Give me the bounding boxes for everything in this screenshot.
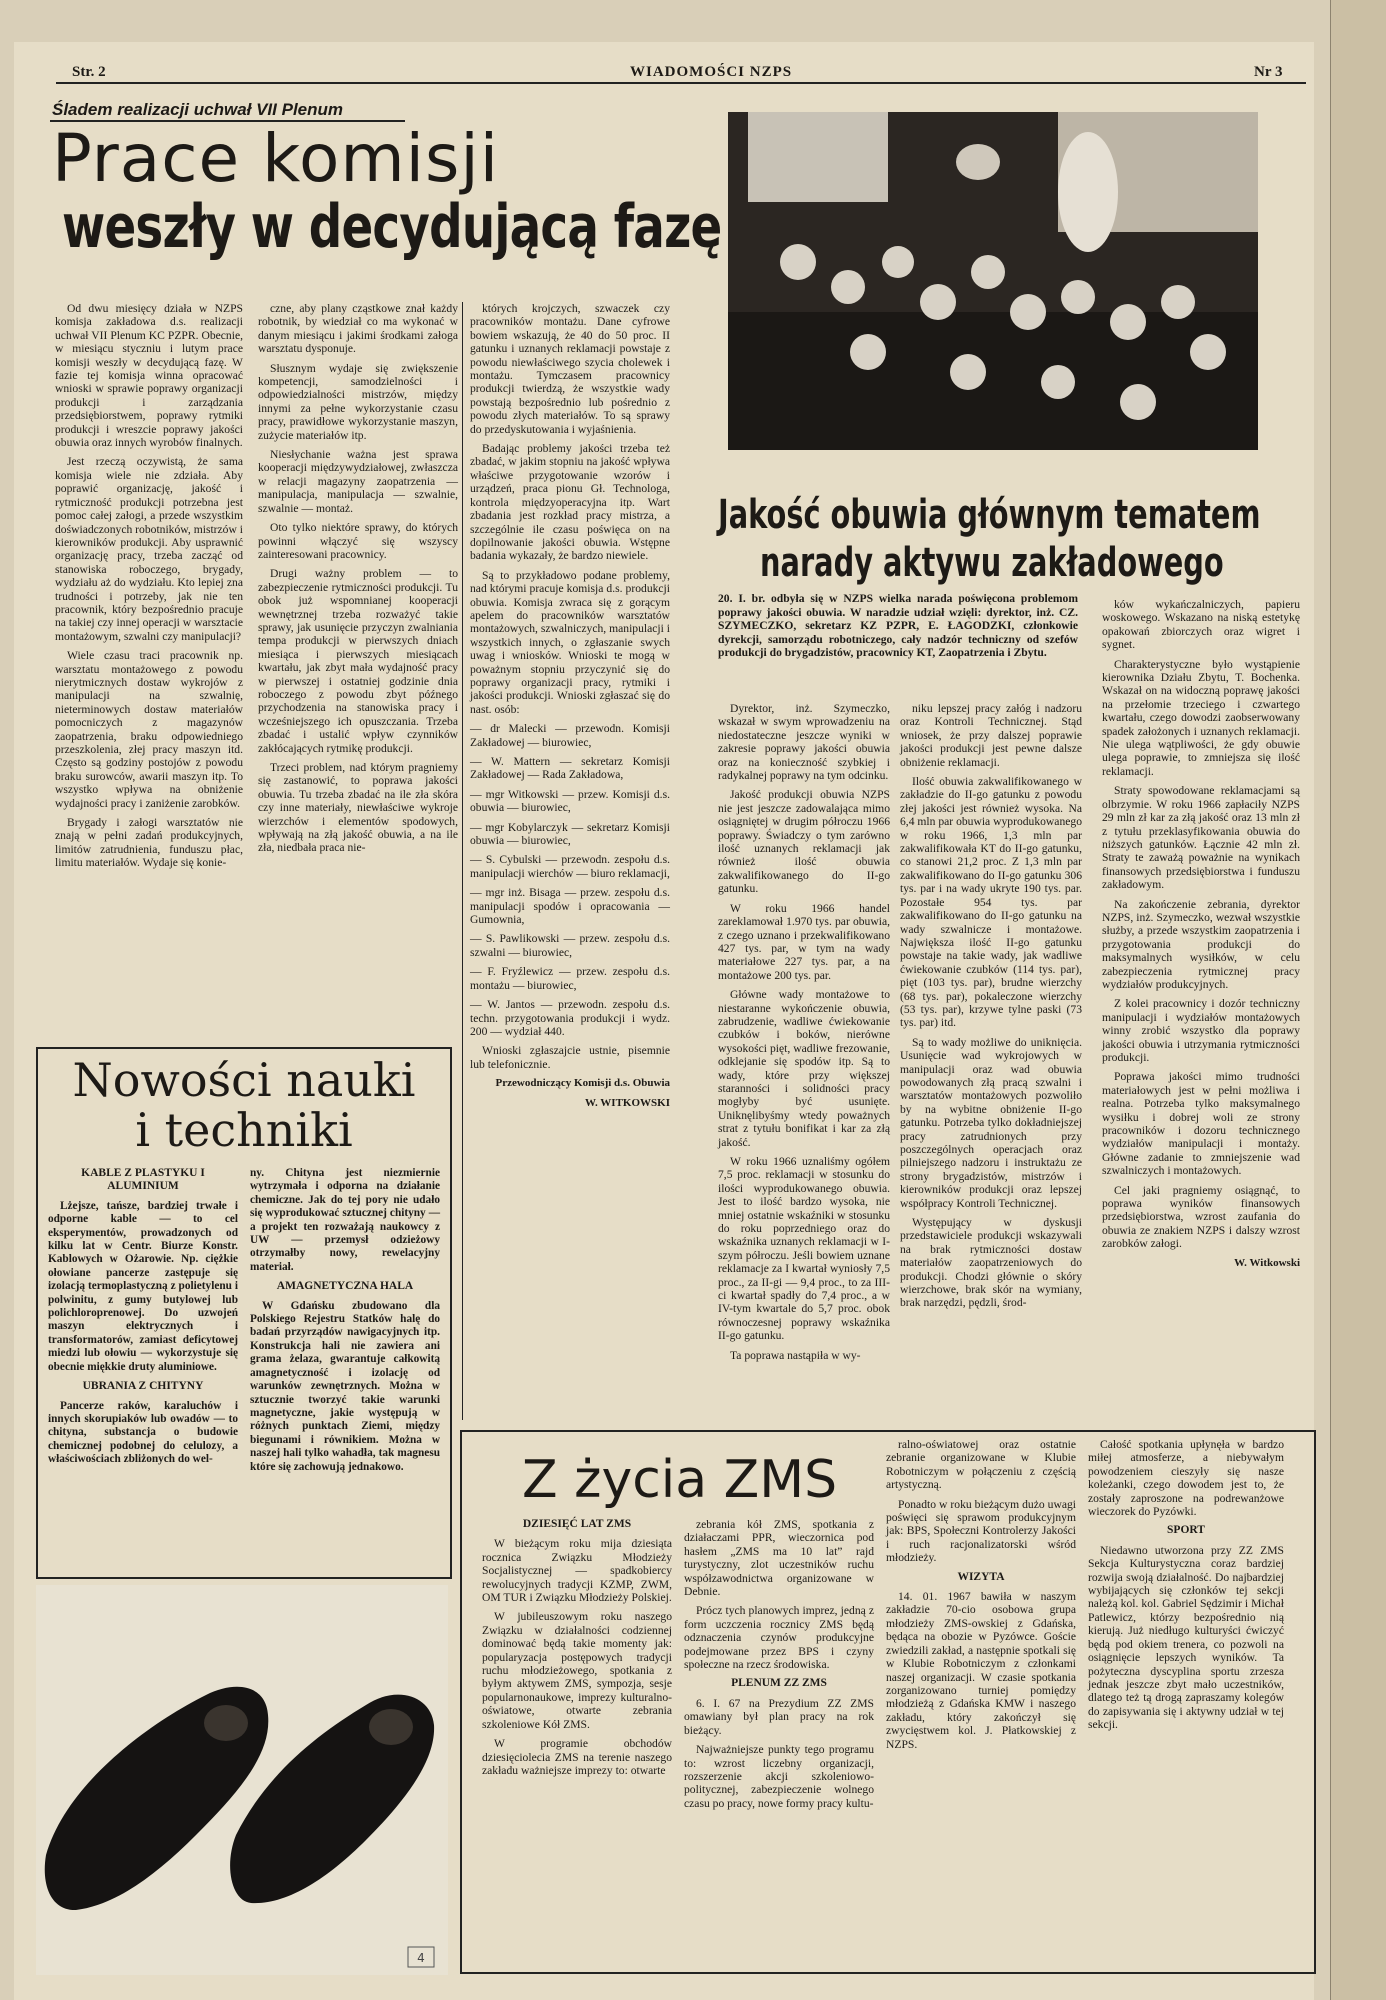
article2-column-1 xyxy=(718,702,890,1368)
paragraph: ków wykańczalniczych, papieru woskowego. Wskazano na niską estetykę opakowań zbiorczych oraz wigret i sygnet. xyxy=(1102,598,1300,652)
article1-kicker: Śladem realizacji uchwał VII Plenum xyxy=(52,100,344,119)
paragraph: Niesłychanie ważna jest sprawa kooperacji międzywydziałowej, zwłaszcza w relacji magazyny zaopatrzenia — manipulacja, manipulacja — szwalnie, szwalnie — montaż. xyxy=(258,448,458,515)
zms-subhead-ten-years: DZIESIĘĆ LAT ZMS xyxy=(522,1518,632,1530)
science-subhead-cables: KABLE Z PLASTYKU I ALUMINIUM xyxy=(81,1167,205,1193)
paragraph: Jest rzeczą oczywistą, że sama komisja wiele nie zdziała. Aby poprawić organizację, jakość i rytmiczność produkcji potrzebna jest pomoc całej załogi, a przede wszystkim doświadczonych robotników, mistrzów i kierowników produkcji. Aby usprawnić organizację pracy, trzeba zacząć od stanowiska roboczego, brygady, wydziału aż do wydziału. Kto lepiej zna trudności i potrzeby, jak nie ten pracownik, który bezpośrednio pracuje na takiej czy innej operacji w warsztacie montażowym, szwalni czy manipulacji? xyxy=(55,455,243,643)
paragraph: Są to wady możliwe do uniknięcia. Usunięcie wad wykrojowych w manipulacji oraz wad obuwia powodowanych złą pracą szwalni i warsztatów montażowych pozwoliło by na wybitne obniżenie II-go gatunku. Potrzeba tylko dokładniejszej pracy zatrudnionych przy poszczególnych operacjach oraz pilniejszego nadzoru i instruktażu ze strony brygadzistów, mistrzów i kierowników produkcji oraz lepszej współpracy Kontroli Technicznej. xyxy=(900,1035,1082,1210)
paragraph: niku lepszej pracy załóg i nadzoru oraz Kontroli Technicznej. Stąd wniosek, że przy dalszej poprawie jakości produkcji jest pewne dalsze obniżenie reklamacji. xyxy=(900,702,1082,769)
paragraph: Drugi ważny problem — to zabezpieczenie rytmiczności produkcji. Tu obok już wspomnianej kooperacji wewnętrznej trzeba rozważyć takie sprawy, jak usunięcie przyczyn zwalniania tempa produkcji w pierwszych dniach miesiąca i pierwszych miesiącach kwartału, jak zbyt mała wydajność pracy w pierwszej i ostatniej godzinie dnia roboczego z powodu zbyt późnego przychodzenia na stanowiska pracy i wcześniejszego ich opuszczania. Trzeba zbadać i ustalić wpływ czynników zakłócających rytmikę produkcji. xyxy=(258,567,458,755)
children-photo xyxy=(728,112,1258,450)
shoes-photo xyxy=(36,1585,448,1975)
zms-subhead-visit: WIZYTA xyxy=(957,1570,1005,1583)
science-news-box xyxy=(36,1047,452,1579)
paragraph: Charakterystyczne było wystąpienie kierownika Działu Zbytu, T. Bochenka. Wskazał on na widoczną poprawę jakości na przełomie trzeciego i czwartego kwartału, czego dowodzi zaobserwowany spadek założonych i uznanych reklamacji. Nie ulega wątpliwości, że gdy obuwie ulega poprawie, to zmniejsza się ilość reklamacji. xyxy=(1102,657,1300,778)
zms-column-2 xyxy=(684,1518,874,1816)
shoes-illustration xyxy=(36,1585,448,1975)
zms-subhead-plenum: PLENUM ZZ ZMS xyxy=(731,1677,827,1690)
article1-column-3 xyxy=(470,302,670,1116)
paragraph: Główne wady montażowe to niestaranne wykończenie obuwia, zabrudzenie, wadliwe ćwiekowanie czubków i boków, nierówne wysokości pięt, wadliwe frezowanie, odklejanie się spodów itp. Są to wady, które przy większej staranności i solidności pracy mogłyby być usunięte. Uniknęlibyśmy wtedy poważnych strat z tytułu bonifikat i kar za złą jakość. xyxy=(718,988,890,1149)
zms-column-3 xyxy=(886,1438,1076,1757)
committee-member: — mgr Kobylarczyk — sekretarz Komisji obuwia — biurowiec, xyxy=(470,820,670,848)
science-subhead-chitin: UBRANIA Z CHITYNY xyxy=(82,1380,204,1393)
science-text-chitin: Pancerze raków, karaluchów i innych skorupiaków lub owadów — to chityna, substancja o budowie chemicznej podobnej do celulozy, a właściwościach zbliżonych do wel- xyxy=(48,1399,238,1466)
committee-member: — S. Pawlikowski — przew. zespołu d.s. szwalni — biurowiec, xyxy=(470,932,670,959)
paragraph: Występujący w dyskusji przedstawiciele produkcji wskazywali na brak rytmiczności dostaw materiałów zaopatrzeniowych do produkcji. Chodzi głównie o skóry wierzchowe, brak skór na wymiany, brak narzędzi, pędzli, środ- xyxy=(900,1216,1082,1310)
article1-signature-name: W. WITKOWSKI xyxy=(585,1096,670,1109)
zms-column-4 xyxy=(1088,1438,1284,1738)
article1-column-1 xyxy=(55,302,243,876)
paragraph: Poprawa jakości mimo trudności materiałowych jest w pełni możliwa i realna. Potrzeba tylko maksymalnego wysiłku i dobrej woli ze strony pracowników i dozoru technicznego wydziałów manipulacji i montaży. Główne zadanie to zmniejszenie wad szwalniczych i montażowych. xyxy=(1102,1070,1300,1178)
article1-title-line1: Prace komisji xyxy=(52,120,500,197)
paragraph: Trzeci problem, nad którym pragniemy się zastanowić, to poprawa jakości obuwia. Tu trzeba zbadać na ile zła skóra czy inne materiały, niewłaściwe wykroje wierzchów i elementów spodowych, wpływają na złą jakość obuwia, a na ile zła, niedbała praca nie- xyxy=(258,761,458,855)
paragraph: Cel jaki pragniemy osiągnąć, to poprawa wyników finansowych przedsiębiorstwa, wzrost zaufania do obuwia ze znakiem NZPS i dalszy wzrost zarobków załogi. xyxy=(1102,1183,1300,1251)
photo-number: 4 xyxy=(417,1951,425,1965)
science-title-line2: i techniki xyxy=(135,1103,353,1157)
paragraph: których krojczych, szwaczek czy pracowników montażu. Dane cyfrowe bowiem wskazują, że 40 do 50 proc. II gatunku i uznanych reklamacji powstaje z powodu niewłaściwego szycia cholewek i montażu. Tymczasem pracownicy produkcji twierdzą, że wszystkie wady powstają bezpośrednio lub pośrednio z powodu złych materiałów. To są sprawy do przedyskutowania i wyjaśnienia. xyxy=(470,302,670,436)
paragraph: W programie obchodów dziesięciolecia ZMS na terenie naszego zakładu ważniejsze imprezy to: otwarte xyxy=(482,1737,672,1777)
article1-title-line2: weszły w decydującą fazę xyxy=(62,192,722,262)
paragraph: Dyrektor, inż. Szymeczko, wskazał w swym wprowadzeniu na niedostateczne jeszcze wyniki w zakresie poprawy jakości obuwia oraz na konieczność szybkiej i radykalnej poprawy na tym odcinku. xyxy=(718,702,890,783)
zms-title: Z życia ZMS xyxy=(522,1450,838,1510)
committee-member: — mgr inż. Bisaga — przew. zespołu d.s. manipulacji spodów i opracowania — Gumownia, xyxy=(470,886,670,927)
article1-closing: Wnioski zgłaszajcie ustnie, pisemnie lub telefonicznie. xyxy=(470,1044,670,1071)
committee-member: — W. Jantos — przewodn. zespołu d.s. techn. przygotowania produkcji i wydz. 200 — wydział 440. xyxy=(470,998,670,1038)
children-party-illustration xyxy=(728,112,1258,450)
science-subhead-hall: AMAGNETYCZNA HALA xyxy=(276,1280,414,1293)
paragraph: Na zakończenie zebrania, dyrektor NZPS, inż. Szymeczko, wezwał wszystkie służby, a przede wszystkim zaopatrzenia i przygotowania produkcji do maksymalnych wysiłków, w celu zabezpieczenia rytmicznej pracy wydziałów produkcyjnych. xyxy=(1102,897,1300,991)
science-title-line1: Nowości nauki xyxy=(72,1053,416,1107)
column-divider xyxy=(462,302,463,1420)
paragraph: Ta poprawa nastąpiła w wy- xyxy=(730,1348,861,1362)
paragraph: Prócz tych planowych imprez, jedną z form uczczenia rocznicy ZMS będą odznaczenia czynów produkcyjne podejmowane przez BPS i czyny społeczne na rzecz środowiska. xyxy=(684,1604,874,1672)
paragraph: Od dwu miesięcy działa w NZPS komisja zakładowa d.s. realizacji uchwał VII Plenum KC PZPR. Obecnie, w miesiącu styczniu i lutym prace komisji weszły w decydującą fazę. W fazie tej komisja winna opracować wnioski w sprawie poprawy organizacji produkcji i zarządzania przedsiębiorstwem, poprawy rytmiki produkcji i wreszcie poprawy jakości obuwia oraz innych wyrobów finalnych. xyxy=(55,302,243,450)
article1-column-2 xyxy=(258,302,458,861)
paragraph: Wiele czasu traci pracownik np. warsztatu montażowego z powodu nierytmicznych dostaw wykrojów z manipulacji na szwalnię, nieterminowych dostaw materiałów pomocniczych z magazynów zaopatrzenia, braku odpowiedniego przeszkolenia, złej pracy maszyn itd. Często są godziny postojów z powodu braku surowców, awarii maszyn itp. To wszystko wpływa na obniżenie wydajności pracy i zaniżenie zarobków. xyxy=(55,649,243,810)
committee-member: — W. Mattern — sekretarz Komisji Zakładowej — Rada Zakładowa, xyxy=(470,755,670,782)
page-number-left: Str. 2 xyxy=(72,64,106,80)
paragraph: 6. I. 67 na Prezydium ZZ ZMS omawiany był plan pracy na rok bieżący. xyxy=(684,1696,874,1737)
committee-member: — mgr Witkowski — przew. Komisji d.s. obuwia — biurowiec, xyxy=(470,787,670,815)
paragraph: zebrania kół ZMS, spotkania z działaczami PPR, wieczornica pod hasłem „ZMS ma 10 lat” rajd turystyczny, zlot uczestników ruchu współzawodnictwa organizowane w Debnie. xyxy=(684,1518,874,1599)
article2-signature: W. Witkowski xyxy=(1234,1256,1300,1269)
page-number-right: Nr 3 xyxy=(1254,64,1283,80)
science-text-hall: W Gdańsku zbudowano dla Polskiego Rejestru Statków halę do badań przyrządów nawigacyjnych itp. Konstrukcja hali nie zawiera ani grama żelaza, gwarantuje całkowitą amagnetyczność i izolację od warunków zewnętrznych. Można w sztucznie tworzyć takie warunki magnetyczne, jakie występują w różnych punktach Ziemi, między biegunami i równikiem. Można w naszej hali tylko wahadła, tak magnesu które się zachowują jednakowo. xyxy=(250,1299,440,1473)
paragraph: Oto tylko niektóre sprawy, do których powinni włączyć się wszyscy zainteresowani pracownicy. xyxy=(258,521,458,561)
committee-member: — S. Cybulski — przewodn. zespołu d.s. manipulacji wierchów — biuro reklamacji, xyxy=(470,853,670,880)
committee-member: — dr Malecki — przewodn. Komisji Zakładowej — biurowiec, xyxy=(470,722,670,749)
zms-box xyxy=(460,1430,1316,1974)
paper-name: WIADOMOŚCI NZPS xyxy=(630,64,793,80)
zms-column-1 xyxy=(482,1518,672,1783)
paragraph: 14. 01. 1967 bawiła w naszym zakładzie 70-cio osobowa grupa młodzieży ZMS-owskiej z Gdańska, będąca na obozie w Pyzówce. Goście zwiedzili zakład, a następnie spotkali się w Klubie Robotniczym z członkami naszej organizacji. W czasie spotkania zorganizowano turniej pomiędzy młodzieżą z Gdańska KMW i naszego zakładu, który zakończył się zwycięstwem kol. J. Płatkowskiej z NZPS. xyxy=(886,1590,1076,1751)
article2-title-line2: narady aktywu zakładowego xyxy=(760,540,1224,586)
paragraph: W roku 1966 uznaliśmy ogółem 7,5 proc. reklamacji w stosunku do ilości wyprodukowanego obuwia. Jest to ilość bardzo wysoka, nie mniej ostatnie wskaźniki w stosunku do roku poprzedniego oraz do wskaźnika uznanych reklamacji w I-szym półroczu. Jeśli bowiem uznane reklamacje za I kwartał wyniosły 7,5 proc., za II-gi — 9,4 proc., to za III-ci kwartał spadły do 7,4 proc., a w IV-tym kwartale do 5,7 proc. obok równoczesnej poprawy wskaźnika II-go gatunku. xyxy=(718,1155,890,1343)
article2-lead: 20. I. br. odbyła się w NZPS wielka narada poświęcona problemom poprawy jakości obuwia. W naradzie udział wzięli: dyrektor, inż. CZ. SZYMECZKO, sekretarz KZ PZPR, E. ŁAGODZKI, członkowie dyrekcji, samorządu robotniczego, cały nadzór techniczny od szefów produkcji do brygadzistów, pracownicy KT, Zaopatrzenia i Zbytu. xyxy=(718,592,1078,660)
paragraph: Słusznym wydaje się zwiększenie kompetencji, samodzielności i odpowiedzialności mistrzów, między innymi za pełne wykorzystanie czasu pracy, prawidłowe wykorzystanie maszyn, zużycie materiałów itp. xyxy=(258,361,458,442)
zms-subhead-sport: SPORT xyxy=(1167,1524,1205,1537)
paragraph: W bieżącym roku mija dziesiąta rocznica Związku Młodzieży Socjalistycznej — spadkobiercy rewolucyjnych tradycji KZMP, ZWM, OM TUR i Związku Młodzieży Polskiej. xyxy=(482,1537,672,1605)
paragraph: Badając problemy jakości trzeba też zbadać, w jakim stopniu na jakość wpływa właściwe przygotowanie wzorów i urządzeń, praca pionu Gł. Technologa, kontrola międzyoperacyjna itp. Wart zbadania jest rozkład pracy mistrza, a szczególnie ile czasu poświęca on na dopilnowanie jakości obuwia. Wstępne badania wykazały, że bardzo niewiele. xyxy=(470,442,670,563)
article1-signature-title: Przewodniczący Komisji d.s. Obuwia xyxy=(495,1077,670,1090)
paragraph: Niedawno utworzona przy ZZ ZMS Sekcja Kulturystyczna coraz bardziej rozwija swoją działalność. Do najbardziej wybijających się członków tej sekcji należą kol. kol. Gabriel Sędzimir i Michał Patlewicz, którzy bezpośrednio nią kierują. Już niedługo kulturyści ćwiczyć będą pod okiem trenera, co pozwoli na osiągnięcie lepszych wyników. Ta pożyteczna dyscyplina sportu zrzesza jednak jeszcze zbyt mało uczestników, dlatego też tą drogą zapraszamy kolegów do zapisywania się i aktywny udział w tej sekcji. xyxy=(1088,1543,1284,1732)
paragraph: czne, aby plany cząstkowe znał każdy robotnik, by wiedział co ma wykonać w danym miesiącu i jakimi środkami załoga warsztatu dysponuje. xyxy=(258,302,458,356)
paragraph: W jubileuszowym roku naszego Związku w działalności codziennej dominować będą takie momenty jak: popularyzacja postępowych tradycji ruchu młodzieżowego, spotkania z byłym aktywem ZMS, sympozja, sesje popularnonaukowe, imprezy kulturalno-oświatowe, otwarte zebrania szkoleniowe Kół ZMS. xyxy=(482,1610,672,1731)
committee-member: — F. Fryźlewicz — przew. zespołu d.s. montażu — biurowiec, xyxy=(470,965,670,992)
paragraph: Są to przykładowo podane problemy, nad którymi pracuje komisja d.s. produkcji obuwia. Komisja zwraca się z gorącym apelem do pracowników warsztatów montażowych, szwalniczych, manipulacji i wszystkich innych, o zgłaszanie swych uwag i wniosków. Wnioski te mogą w poważnym stopniu przyczynić się do poprawy organizacji pracy, rytmiki i jakości produkcji. Wnioski zgłaszać się do nast. osób: xyxy=(470,568,670,716)
science-column-2 xyxy=(250,1167,440,1480)
article2-title-line1: Jakość obuwia głównym tematem xyxy=(718,492,1261,538)
paragraph: ralno-oświatowej oraz ostatnie zebranie organizowane w Klubie Robotniczym w połączeniu z częścią artystyczną. xyxy=(886,1438,1076,1492)
header-rule xyxy=(56,82,1306,84)
paragraph: Całość spotkania upłynęła w bardzo miłej atmosferze, a niebywałym powodzeniem cieszyły się nasze koleżanki, czego dowodem jest to, że zostały zaproszone na podrewanżowe wieczorek do Pyzówki. xyxy=(1088,1438,1284,1519)
paragraph: W roku 1966 handel zareklamował 1.970 tys. par obuwia, z czego uznano i przekwalifikowano 427 tys. par, w tym na wady materiałowe 227 tys. par, a na montażowe 200 tys. par. xyxy=(718,901,890,982)
science-text-chitin-cont: ny. Chityna jest niezmiernie wytrzymała i odporna na działanie chemiczne. Jak do tej pory nie udało się wyprodukować sztucznej chityny — a projekt ten rozważają naukowcy z UW — przemysł odzieżowy otrzymałby nowy, rewelacyjny materiał. xyxy=(250,1167,440,1273)
paragraph: Ilość obuwia zakwalifikowanego w zakładzie do II-go gatunku z powodu złej jakości jest również wysoka. Na 6,4 mln par obuwia wyprodukowanego w roku 1966, 1,3 mln par zakwalifikowała KT do II-go gatunku, co stanowi 21,2 proc. Z 1,3 mln par zakwalifikowano do II-go gatunku 306 tys. par i na wady ukryte 190 tys. par. Pozostałe 954 tys. par zakwalifikowano do II-go gatunku na wady szwalnicze i montażowe. Największa ilość II-go gatunku powstaje na takie wady, jak wadliwe ćwiekowanie czubków (114 tys. par), pięt (103 tys. par), brudne wierzchy (68 tys. par), pokaleczone wierzchy (53 tys. par), krzywe tylne paski (73 tys. par) itd. xyxy=(900,775,1082,1030)
paragraph: Straty spowodowane reklamacjami są olbrzymie. W roku 1966 zapłaciły NZPS 29 mln zł kar za złą jakość oraz 13 mln zł z tytułu przeklasyfikowania obuwia do niższych gatunków. Łącznie 42 mln zł. Straty te zaważą poważnie na wynikach finansowych przedsiębiorstwa i funduszu zakładowym. xyxy=(1102,784,1300,892)
adjacent-page-edge xyxy=(1330,0,1386,2000)
paragraph: Najważniejsze punkty tego programu to: wzrost liczebny organizacji, rozszerzenie akcji szkoleniowo-politycznej, zabezpieczenie wolnego czasu po pracy, nowe formy pracy kultu- xyxy=(684,1743,874,1810)
paragraph: Z kolei pracownicy i dozór techniczny manipulacji i wydziałów montażowych winny zrobić wszystko dla poprawy jakości obuwia i utrzymania rytmiczności produkcji. xyxy=(1102,997,1300,1064)
article2-column-3 xyxy=(1102,598,1300,1276)
paragraph: Ponadto w roku bieżącym dużo uwagi poświęci się sprawom produkcyjnym jak: BPS, Społeczni Kontrolerzy Jakości i ruch racjonalizatorski wśród młodzieży. xyxy=(886,1497,1076,1565)
article2-column-2 xyxy=(900,702,1082,1316)
science-text-cables: Lżejsze, tańsze, bardziej trwałe i odporne kable — to cel eksperymentów, prowadzonych od kilku lat w Centr. Biurze Konstr. Kablowych w Ożarowie. Np. ciężkie ołowiane pancerze zastępuje się izolacją termoplastyczną z polietylenu i polwinitu, z gumy butylowej lub polichloroprenowej. Do uzwojeń maszyn elektrycznych i transformatorów, zamiast deficytowej miedzi lub ołowiu — wykorzystuje się obecnie miękkie druty aluminiowe. xyxy=(48,1199,238,1373)
paragraph: Brygady i załogi warsztatów nie znają w pełni zadań produkcyjnych, limitów zatrudnienia, funduszu płac, limitu materiałów. Wydaje się konie- xyxy=(55,816,243,870)
science-column-1 xyxy=(48,1167,238,1473)
paragraph: Jakość produkcji obuwia NZPS nie jest jeszcze zadowalająca mimo osiągniętej w drugim półroczu 1966 poprawy. Świadczy o tym zarówno ilość uznanych reklamacji jak również ilość obuwia zakwalifikowanego do II-go gatunku. xyxy=(718,788,890,896)
